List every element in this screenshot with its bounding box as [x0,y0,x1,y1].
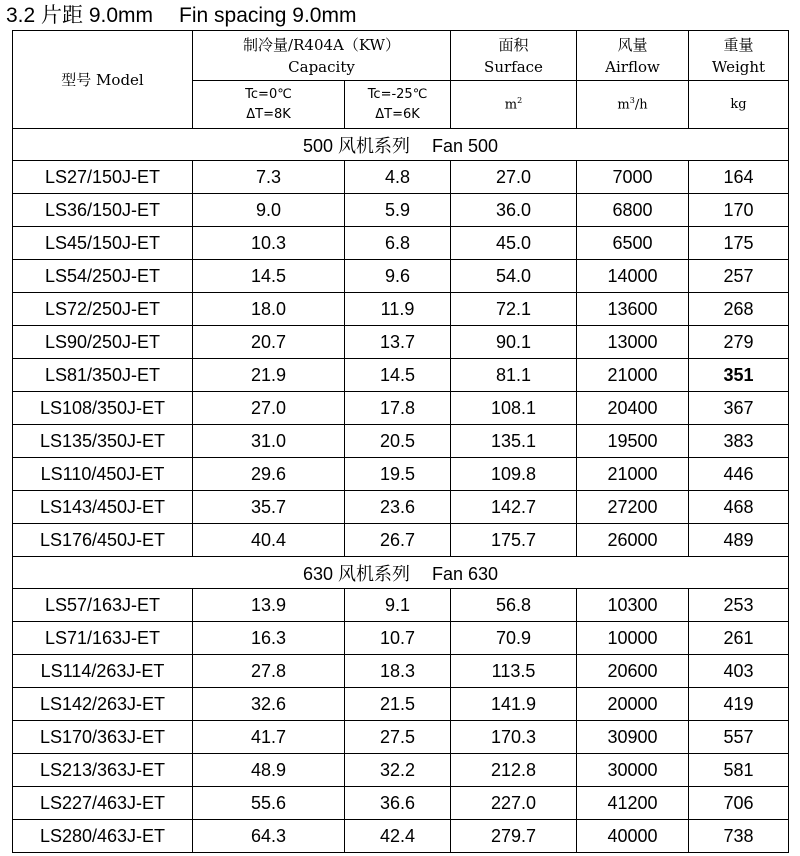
model-cell: LS108/350J-ET [13,392,193,425]
surface-cell: 108.1 [451,392,577,425]
table-row [13,293,789,326]
capacity-tc0-cell: 40.4 [193,524,345,557]
title-cn: 3.2 片距 9.0mm [6,4,154,27]
capacity-header-cn: 制冷量/R404A（KW） [243,35,400,54]
capacity-header [193,31,451,81]
weight-cell: 261 [689,622,789,655]
model-cell: LS114/263J-ET [13,655,193,688]
weight-cell: 351 [689,359,789,392]
capacity-tc25-cell: 19.5 [345,458,451,491]
table-row [13,326,789,359]
capacity-tc0-cell: 27.8 [193,655,345,688]
surface-cell: 212.8 [451,754,577,787]
model-cell: LS54/250J-ET [13,260,193,293]
capacity-tc0-cell: 29.6 [193,458,345,491]
section-row [13,129,789,161]
surface-cell: 70.9 [451,622,577,655]
airflow-unit-exp: 3 [629,96,635,106]
surface-unit [451,81,577,129]
capacity-tc25-cell: 42.4 [345,820,451,853]
table-row [13,392,789,425]
capacity-tc25-cell: 10.7 [345,622,451,655]
surface-cell: 175.7 [451,524,577,557]
capacity-tc25-cell: 17.8 [345,392,451,425]
airflow-cell: 6500 [577,227,689,260]
condition-2-delta: ΔT=6K [375,106,420,122]
capacity-tc25-cell: 14.5 [345,359,451,392]
model-cell: LS72/250J-ET [13,293,193,326]
weight-cell: 557 [689,721,789,754]
surface-cell: 227.0 [451,787,577,820]
weight-cell: 489 [689,524,789,557]
condition-2-temp: Tc=-25℃ [367,86,428,102]
model-cell: LS280/463J-ET [13,820,193,853]
section-label-cn: 500 风机系列 [302,135,410,156]
capacity-tc25-cell: 6.8 [345,227,451,260]
model-cell: LS213/363J-ET [13,754,193,787]
airflow-cell: 41200 [577,787,689,820]
airflow-cell: 13600 [577,293,689,326]
weight-cell: 268 [689,293,789,326]
table-row [13,622,789,655]
capacity-tc25-cell: 5.9 [345,194,451,227]
condition-header-2 [345,81,451,129]
capacity-tc0-cell: 27.0 [193,392,345,425]
airflow-cell: 30000 [577,754,689,787]
capacity-tc25-cell: 36.6 [345,787,451,820]
surface-cell: 27.0 [451,161,577,194]
section-label-en: Fan 500 [431,135,499,156]
table-row [13,820,789,853]
capacity-tc0-cell: 48.9 [193,754,345,787]
surface-cell: 109.8 [451,458,577,491]
condition-1-temp: Tc=0℃ [245,86,292,102]
model-cell: LS71/163J-ET [13,622,193,655]
weight-cell: 279 [689,326,789,359]
airflow-cell: 20000 [577,688,689,721]
table-row [13,524,789,557]
surface-cell: 279.7 [451,820,577,853]
condition-header-1 [193,81,345,129]
airflow-cell: 14000 [577,260,689,293]
title-en: Fin spacing 9.0mm [179,4,357,27]
table-row [13,458,789,491]
model-cell: LS142/263J-ET [13,688,193,721]
capacity-tc25-cell: 23.6 [345,491,451,524]
model-cell: LS36/150J-ET [13,194,193,227]
model-cell: LS90/250J-ET [13,326,193,359]
table-row [13,359,789,392]
table-row [13,194,789,227]
table-row [13,425,789,458]
airflow-cell: 10000 [577,622,689,655]
capacity-tc25-cell: 11.9 [345,293,451,326]
airflow-cell: 13000 [577,326,689,359]
model-cell: LS135/350J-ET [13,425,193,458]
capacity-tc25-cell: 21.5 [345,688,451,721]
surface-cell: 90.1 [451,326,577,359]
model-cell: LS45/150J-ET [13,227,193,260]
table-row [13,260,789,293]
weight-cell: 419 [689,688,789,721]
weight-cell: 706 [689,787,789,820]
capacity-tc0-cell: 20.7 [193,326,345,359]
surface-unit-base: m [504,97,518,113]
airflow-cell: 40000 [577,820,689,853]
weight-cell: 170 [689,194,789,227]
airflow-cell: 6800 [577,194,689,227]
airflow-header-cn: 风量 [617,35,648,54]
capacity-tc25-cell: 32.2 [345,754,451,787]
surface-cell: 113.5 [451,655,577,688]
weight-cell: 164 [689,161,789,194]
airflow-cell: 7000 [577,161,689,194]
page-title [6,2,356,30]
weight-header-cn: 重量 [723,35,754,54]
capacity-tc0-cell: 7.3 [193,161,345,194]
airflow-unit-base: m [617,97,630,113]
airflow-cell: 20400 [577,392,689,425]
capacity-tc25-cell: 13.7 [345,326,451,359]
capacity-tc0-cell: 32.6 [193,688,345,721]
weight-cell: 257 [689,260,789,293]
surface-cell: 36.0 [451,194,577,227]
table-row [13,589,789,622]
table-row [13,227,789,260]
weight-cell: 446 [689,458,789,491]
capacity-tc0-cell: 35.7 [193,491,345,524]
table-row [13,787,789,820]
capacity-tc0-cell: 31.0 [193,425,345,458]
capacity-tc0-cell: 10.3 [193,227,345,260]
section-label-cn: 630 风机系列 [302,563,410,584]
airflow-cell: 19500 [577,425,689,458]
surface-cell: 135.1 [451,425,577,458]
condition-1-delta: ΔT=8K [246,106,291,122]
weight-cell: 468 [689,491,789,524]
capacity-tc25-cell: 9.1 [345,589,451,622]
airflow-cell: 21000 [577,458,689,491]
airflow-unit [577,81,689,129]
capacity-tc25-cell: 18.3 [345,655,451,688]
surface-unit-exp: 2 [517,96,523,106]
capacity-tc25-cell: 26.7 [345,524,451,557]
surface-header-en: Surface [484,57,543,76]
weight-cell: 175 [689,227,789,260]
section-label-en: Fan 630 [431,563,499,584]
model-cell: LS110/450J-ET [13,458,193,491]
table-row [13,688,789,721]
surface-cell: 45.0 [451,227,577,260]
airflow-header [577,31,689,81]
weight-cell: 403 [689,655,789,688]
weight-unit: kg [689,81,789,129]
capacity-tc0-cell: 13.9 [193,589,345,622]
table-row [13,655,789,688]
model-cell: LS176/450J-ET [13,524,193,557]
capacity-tc0-cell: 41.7 [193,721,345,754]
weight-cell: 253 [689,589,789,622]
surface-cell: 72.1 [451,293,577,326]
surface-header [451,31,577,81]
surface-cell: 81.1 [451,359,577,392]
airflow-header-en: Airflow [605,57,660,76]
spec-table [12,30,789,853]
airflow-cell: 20600 [577,655,689,688]
table-row [13,721,789,754]
capacity-tc0-cell: 55.6 [193,787,345,820]
weight-header [689,31,789,81]
header-row-1 [13,31,789,81]
capacity-header-en: Capacity [288,57,355,76]
airflow-cell: 30900 [577,721,689,754]
capacity-tc25-cell: 9.6 [345,260,451,293]
weight-header-en: Weight [711,57,766,76]
airflow-cell: 21000 [577,359,689,392]
surface-cell: 170.3 [451,721,577,754]
airflow-cell: 10300 [577,589,689,622]
capacity-tc0-cell: 64.3 [193,820,345,853]
model-cell: LS57/163J-ET [13,589,193,622]
capacity-tc0-cell: 18.0 [193,293,345,326]
capacity-tc25-cell: 4.8 [345,161,451,194]
model-header: 型号 Model [13,31,193,129]
model-cell: LS81/350J-ET [13,359,193,392]
airflow-unit-tail: /h [634,97,648,113]
weight-cell: 367 [689,392,789,425]
table-row [13,754,789,787]
surface-cell: 142.7 [451,491,577,524]
capacity-tc25-cell: 27.5 [345,721,451,754]
weight-cell: 738 [689,820,789,853]
weight-cell: 383 [689,425,789,458]
capacity-tc25-cell: 20.5 [345,425,451,458]
section-row [13,557,789,589]
surface-cell: 141.9 [451,688,577,721]
surface-cell: 54.0 [451,260,577,293]
capacity-tc0-cell: 21.9 [193,359,345,392]
model-cell: LS143/450J-ET [13,491,193,524]
capacity-tc0-cell: 14.5 [193,260,345,293]
model-cell: LS27/150J-ET [13,161,193,194]
surface-header-cn: 面积 [498,35,529,54]
capacity-tc0-cell: 9.0 [193,194,345,227]
section-header [13,557,789,589]
surface-cell: 56.8 [451,589,577,622]
weight-cell: 581 [689,754,789,787]
model-cell: LS227/463J-ET [13,787,193,820]
table-row [13,491,789,524]
table-row [13,161,789,194]
airflow-cell: 27200 [577,491,689,524]
spec-table-body [13,31,789,853]
model-cell: LS170/363J-ET [13,721,193,754]
section-header [13,129,789,161]
airflow-cell: 26000 [577,524,689,557]
capacity-tc0-cell: 16.3 [193,622,345,655]
